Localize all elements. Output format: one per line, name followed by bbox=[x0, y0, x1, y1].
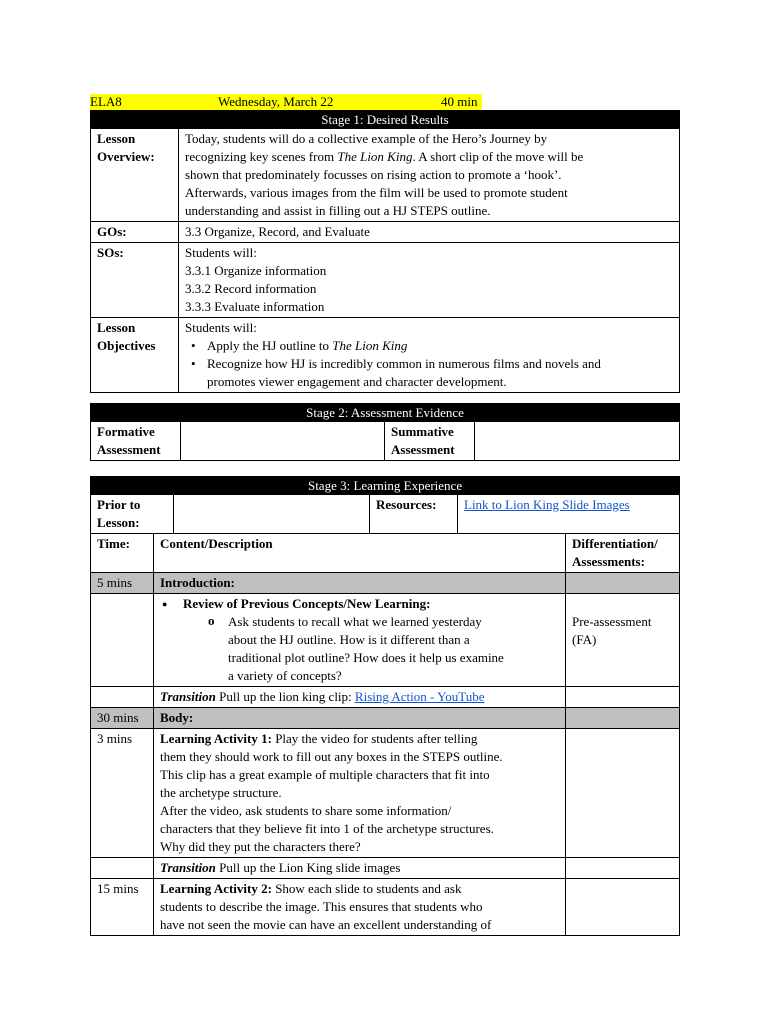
sos-text: Students will: 3.3.1 Organize information 3.3.2 Record information 3.3.3 Evaluate information bbox=[179, 243, 680, 318]
review-content bbox=[154, 594, 566, 687]
transition2-content: Transition Pull up the Lion King slide images bbox=[154, 858, 566, 879]
rising-action-youtube-link[interactable]: Rising Action - YouTube bbox=[354, 689, 485, 704]
lesson-duration: 40 min bbox=[441, 94, 478, 109]
gos-label: GOs: bbox=[91, 222, 179, 243]
objective-item: • Recognize how HJ is incredibly common in numerous films and novels and promotes viewer engagement and character development. bbox=[207, 355, 673, 391]
summative-assessment-label: Summative Assessment bbox=[385, 422, 475, 461]
gos-text: 3.3 Organize, Record, and Evaluate bbox=[179, 222, 680, 243]
lesson-header bbox=[90, 94, 482, 110]
la1-content: Learning Activity 1: Play the video for students after telling them they should work to fill out any boxes in the STEPS outline. This clip has a great example of multiple characters that fit into the archetype structure. After the video, ask students to share some information/ characters that they believe fit into 1 of the archetype structures. Why did they put the characters there? bbox=[154, 729, 566, 858]
transition2-time-cell bbox=[91, 858, 154, 879]
review-text: o Ask students to recall what we learned yesterday about the HJ outline. How is it different than a traditional plot outline? How does it help us examine a variety of concepts? bbox=[160, 613, 559, 685]
lesson-date: Wednesday, March 22 bbox=[218, 94, 334, 109]
la1-diff-cell bbox=[566, 729, 680, 858]
lesson-overview-text: Today, students will do a collective example of the Hero’s Journey by recognizing key scenes from The Lion King. A short clip of the move will be shown that predominately focusses on rising action to promote a ‘hook’. Afterwards, various images from the film will be used to promote student understanding and assist in filling out a HJ STEPS outline. bbox=[179, 129, 680, 222]
la2-diff-cell bbox=[566, 879, 680, 936]
formative-assessment-label: Formative Assessment bbox=[91, 422, 181, 461]
la2-time: 15 mins bbox=[91, 879, 154, 936]
lesson-objectives-text: Students will: • Apply the HJ outline to The Lion King • Recognize how HJ is incredibly common in numerous films and novels and promotes viewer engagement and character development. bbox=[179, 318, 680, 393]
lesson-objectives-label: Lesson Objectives bbox=[91, 318, 179, 393]
content-header: Content/Description bbox=[154, 534, 566, 573]
course-code: ELA8 bbox=[90, 94, 122, 109]
transition1-diff-cell bbox=[566, 687, 680, 708]
prior-to-lesson-label: Prior to Lesson: bbox=[91, 495, 174, 534]
body-label: Body: bbox=[154, 708, 566, 729]
sos-label: SOs: bbox=[91, 243, 179, 318]
summative-assessment-cell bbox=[475, 422, 680, 461]
la2-content: Learning Activity 2: Show each slide to students and ask students to describe the image. This ensures that students who have not seen the movie can have an excellent understanding of bbox=[154, 879, 566, 936]
intro-time: 5 mins bbox=[91, 573, 154, 594]
transition1-content: Transition Pull up the lion king clip: Rising Action - YouTube bbox=[154, 687, 566, 708]
transition1-time-cell bbox=[91, 687, 154, 708]
stage3-title: Stage 3: Learning Experience bbox=[91, 477, 680, 495]
formative-assessment-cell bbox=[181, 422, 385, 461]
stage2-table bbox=[90, 403, 680, 461]
intro-label: Introduction: bbox=[154, 573, 566, 594]
transition2-diff-cell bbox=[566, 858, 680, 879]
differentiation-header: Differentiation/ Assessments: bbox=[566, 534, 680, 573]
stage3-table bbox=[90, 476, 680, 936]
lion-king-slides-link[interactable]: Link to Lion King Slide Images bbox=[464, 497, 630, 512]
la1-time: 3 mins bbox=[91, 729, 154, 858]
stage1-table bbox=[90, 110, 680, 393]
pre-assessment-cell: Pre-assessment (FA) bbox=[566, 594, 680, 687]
review-title: ● Review of Previous Concepts/New Learning: bbox=[160, 595, 559, 613]
time-header: Time: bbox=[91, 534, 154, 573]
resources-label: Resources: bbox=[370, 495, 458, 534]
intro-diff-cell bbox=[566, 573, 680, 594]
objective-item: • Apply the HJ outline to The Lion King bbox=[207, 337, 673, 355]
body-diff-cell bbox=[566, 708, 680, 729]
resources-cell bbox=[458, 495, 680, 534]
lesson-overview-label: Lesson Overview: bbox=[91, 129, 179, 222]
stage2-title: Stage 2: Assessment Evidence bbox=[91, 404, 680, 422]
review-time-cell bbox=[91, 594, 154, 687]
prior-to-lesson-cell bbox=[174, 495, 370, 534]
stage1-title: Stage 1: Desired Results bbox=[91, 111, 680, 129]
body-time: 30 mins bbox=[91, 708, 154, 729]
